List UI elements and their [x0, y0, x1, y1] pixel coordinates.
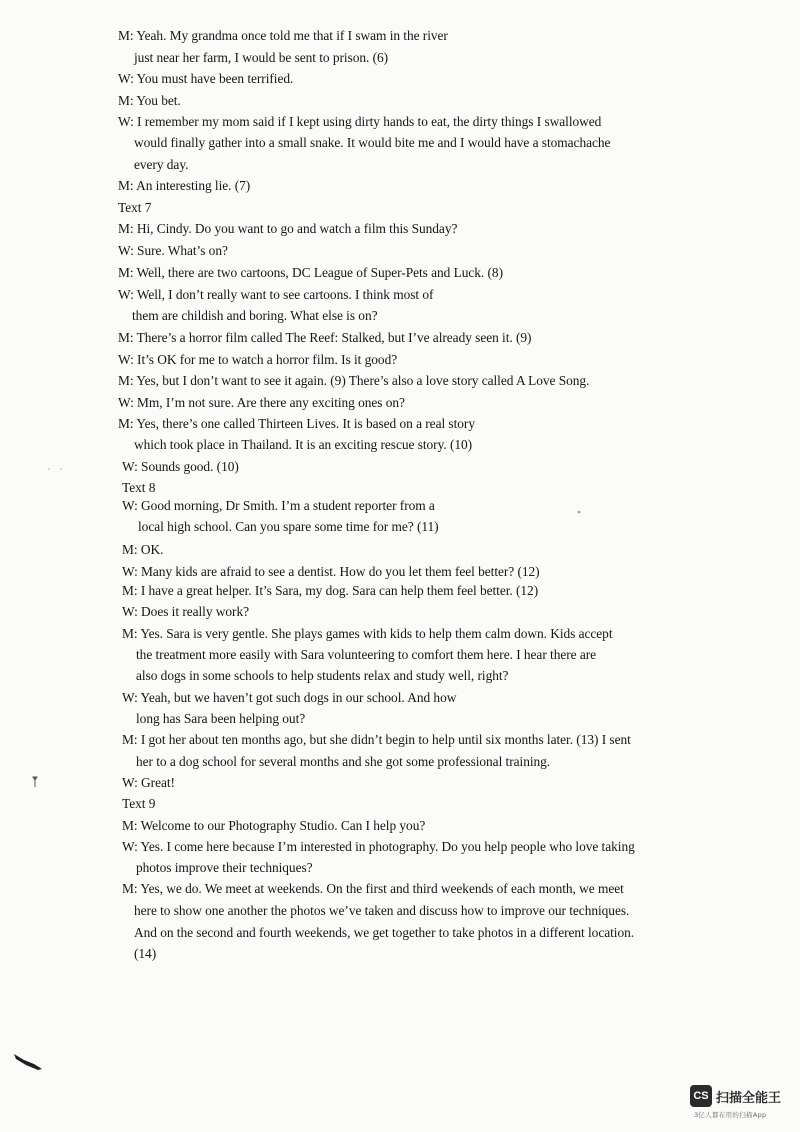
transcript-line: M: An interesting lie. (7) — [118, 178, 251, 193]
transcript-line: M: Yes, there’s one called Thirteen Lives. It is based on a real story — [118, 416, 475, 431]
transcript-line: W: Does it really work? — [122, 604, 250, 619]
section-heading: Text 9 — [122, 796, 156, 811]
transcript-line: W: Many kids are afraid to see a dentist. How do you let them feel better? (12) — [122, 564, 540, 579]
transcript-line: And on the second and fourth weekends, we get together to take photos in a different location. — [134, 925, 635, 940]
transcript-line: M: Yes, we do. We meet at weekends. On the first and third weekends of each month, we meet — [122, 881, 624, 896]
transcript-line: W: Yeah, but we haven’t got such dogs in our school. And how — [122, 690, 457, 705]
transcript-line: M: Yeah. My grandma once told me that if I swam in the river — [118, 28, 448, 43]
transcript-line: every day. — [134, 157, 189, 172]
watermark-tagline: 3亿人都在用的扫描App — [694, 1111, 767, 1119]
transcript-line: M: OK. — [122, 542, 164, 557]
transcript-line: them are childish and boring. What else is on? — [132, 308, 378, 323]
watermark-app-name: 扫描全能王 — [716, 1091, 782, 1106]
transcript-line: W: You must have been terrified. — [118, 71, 294, 86]
transcript-line: also dogs in some schools to help students relax and study well, right? — [136, 668, 509, 683]
transcript-line: M: There’s a horror film called The Reef: Stalked, but I’ve already seen it. (9) — [118, 330, 532, 345]
scan-speck-icon — [576, 508, 584, 516]
transcript-line: (14) — [134, 946, 157, 961]
transcript-line: W: I remember my mom said if I kept using dirty hands to eat, the dirty things I swallowed — [118, 114, 602, 129]
camscanner-logo-icon: CS — [690, 1085, 712, 1107]
transcript-line: the treatment more easily with Sara volunteering to comfort them here. I hear there are — [136, 647, 597, 662]
transcript-line: W: Sure. What’s on? — [118, 243, 228, 258]
transcript-line: M: You bet. — [118, 93, 181, 108]
transcript-line: M: Yes, but I don’t want to see it again. (9) There’s also a love story called A Love Song. — [118, 373, 590, 388]
transcript-line: local high school. Can you spare some time for me? (11) — [138, 519, 439, 534]
transcript-line: M: Hi, Cindy. Do you want to go and watch a film this Sunday? — [118, 221, 458, 236]
section-heading: Text 8 — [122, 480, 156, 495]
transcript-line: W: Sounds good. (10) — [122, 459, 239, 474]
transcript-line: W: Well, I don’t really want to see cartoons. I think most of — [118, 287, 434, 302]
transcript-line: just near her farm, I would be sent to prison. (6) — [134, 50, 389, 65]
transcript-line: M: Yes. Sara is very gentle. She plays games with kids to help them calm down. Kids accept — [122, 626, 613, 641]
transcript-line: W: Mm, I’m not sure. Are there any exciting ones on? — [118, 395, 405, 410]
transcript-line: W: Good morning, Dr Smith. I’m a student reporter from a — [122, 498, 435, 513]
transcript-line: long has Sara been helping out? — [136, 711, 306, 726]
scan-smudge-icon — [12, 1050, 44, 1072]
transcript-line: which took place in Thailand. It is an exciting rescue story. (10) — [134, 437, 473, 452]
transcript-line: W: It’s OK for me to watch a horror film. Is it good? — [118, 352, 398, 367]
transcript-line: M: Welcome to our Photography Studio. Can I help you? — [122, 818, 426, 833]
transcript-line: M: I got her about ten months ago, but she didn’t begin to help until six months later. (13) I sent — [122, 732, 631, 747]
transcript-line: W: Yes. I come here because I’m interested in photography. Do you help people who love taking — [122, 839, 635, 854]
transcript-line: photos improve their techniques? — [136, 860, 313, 875]
scanner-watermark — [690, 1083, 786, 1123]
scan-speck-icon — [30, 775, 40, 789]
transcript-line: here to show one another the photos we’ve taken and discuss how to improve our techniques. — [134, 903, 630, 918]
transcript-line: her to a dog school for several months and she got some professional training. — [136, 754, 551, 769]
transcript-line: M: I have a great helper. It’s Sara, my dog. Sara can help them feel better. (12) — [122, 583, 539, 598]
scan-speck-icon — [46, 466, 66, 472]
section-heading: Text 7 — [118, 200, 152, 215]
transcript-line: M: Well, there are two cartoons, DC League of Super-Pets and Luck. (8) — [118, 265, 503, 280]
transcript-line: would finally gather into a small snake. It would bite me and I would have a stomachache — [134, 135, 611, 150]
transcript-line: W: Great! — [122, 775, 175, 790]
